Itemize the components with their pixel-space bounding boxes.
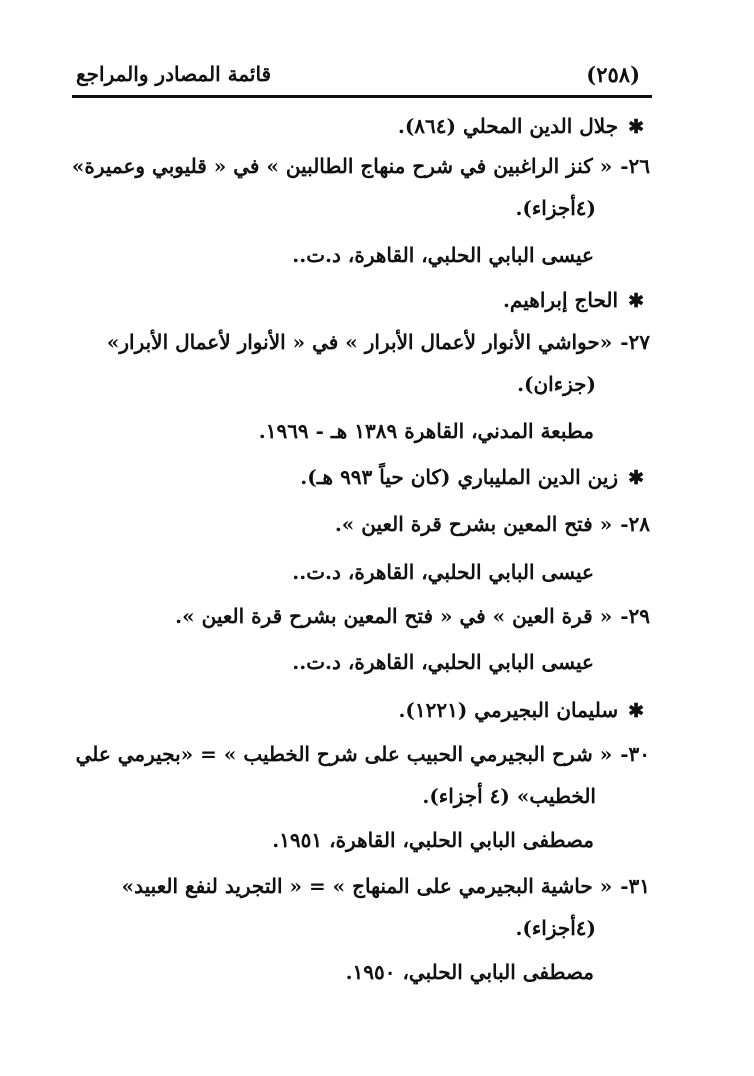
- entry-number: ٢٩-: [620, 604, 650, 628]
- publisher-line: مطبعة المدني، القاهرة ١٣٨٩ هـ - ١٩٦٩.: [258, 419, 594, 443]
- publisher-line: مصطفى البابي الحلبي، القاهرة، ١٩٥١.: [272, 828, 594, 852]
- entry-number: ٣١-: [620, 874, 650, 898]
- publisher-line: مصطفى البابي الحلبي، ١٩٥٠.: [345, 960, 594, 984]
- publisher-line: عيسى البابي الحلبي، القاهرة، د.ت..: [292, 560, 594, 584]
- running-title: قائمة المصادر والمراجع: [76, 62, 272, 86]
- entry-number: ٣٠-: [620, 742, 650, 766]
- entry-number: ٢٨-: [620, 512, 650, 536]
- bullet-icon: ✱: [628, 116, 644, 138]
- bullet-icon: ✱: [628, 467, 644, 489]
- reference-entry: ٣١-« حاشية البجيرمي على المنهاج » = « التجريد لنفع العبيد»: [121, 874, 650, 898]
- entry-continuation: (٤أجزاء).: [515, 916, 596, 940]
- header-rule: [72, 95, 652, 98]
- author-line: ✱الحاج إبراهيم.: [502, 288, 644, 312]
- entry-continuation: الخطيب» (٤ أجزاء).: [422, 784, 596, 808]
- entry-continuation: (جزءان).: [517, 372, 596, 396]
- bullet-icon: ✱: [628, 290, 644, 312]
- reference-entry: ٢٩-« قرة العين » في « فتح المعين بشرح قرة العين ».: [175, 604, 650, 628]
- page-number: (٢٥٨): [586, 62, 640, 87]
- page-header: [72, 60, 648, 94]
- entry-number: ٢٦-: [620, 154, 650, 178]
- bullet-icon: ✱: [628, 700, 644, 722]
- entry-number: ٢٧-: [620, 330, 650, 354]
- author-line: ✱سليمان البجيرمي (١٢٢١).: [398, 698, 644, 722]
- reference-entry: ٣٠-« شرح البجيرمي الحبيب على شرح الخطيب » = «بجيرمي علي: [75, 742, 650, 766]
- author-line: ✱زين الدين المليباري (كان حياً ٩٩٣ هـ).: [300, 465, 644, 489]
- reference-entry: ٢٨-« فتح المعين بشرح قرة العين ».: [334, 512, 650, 536]
- entry-continuation: (٤أجزاء).: [515, 196, 596, 220]
- publisher-line: عيسى البابي الحلبي، القاهرة، د.ت..: [292, 650, 594, 674]
- author-line: ✱جلال الدين المحلي (٨٦٤).: [397, 114, 644, 138]
- reference-entry: ٢٧-«حواشي الأنوار لأعمال الأبرار » في « الأنوار لأعمال الأبرار»: [106, 330, 650, 354]
- publisher-line: عيسى البابي الحلبي، القاهرة، د.ت..: [292, 243, 594, 267]
- reference-entry: ٢٦-« كنز الراغبين في شرح منهاج الطالبين » في « قليوبي وعميرة»: [71, 154, 650, 178]
